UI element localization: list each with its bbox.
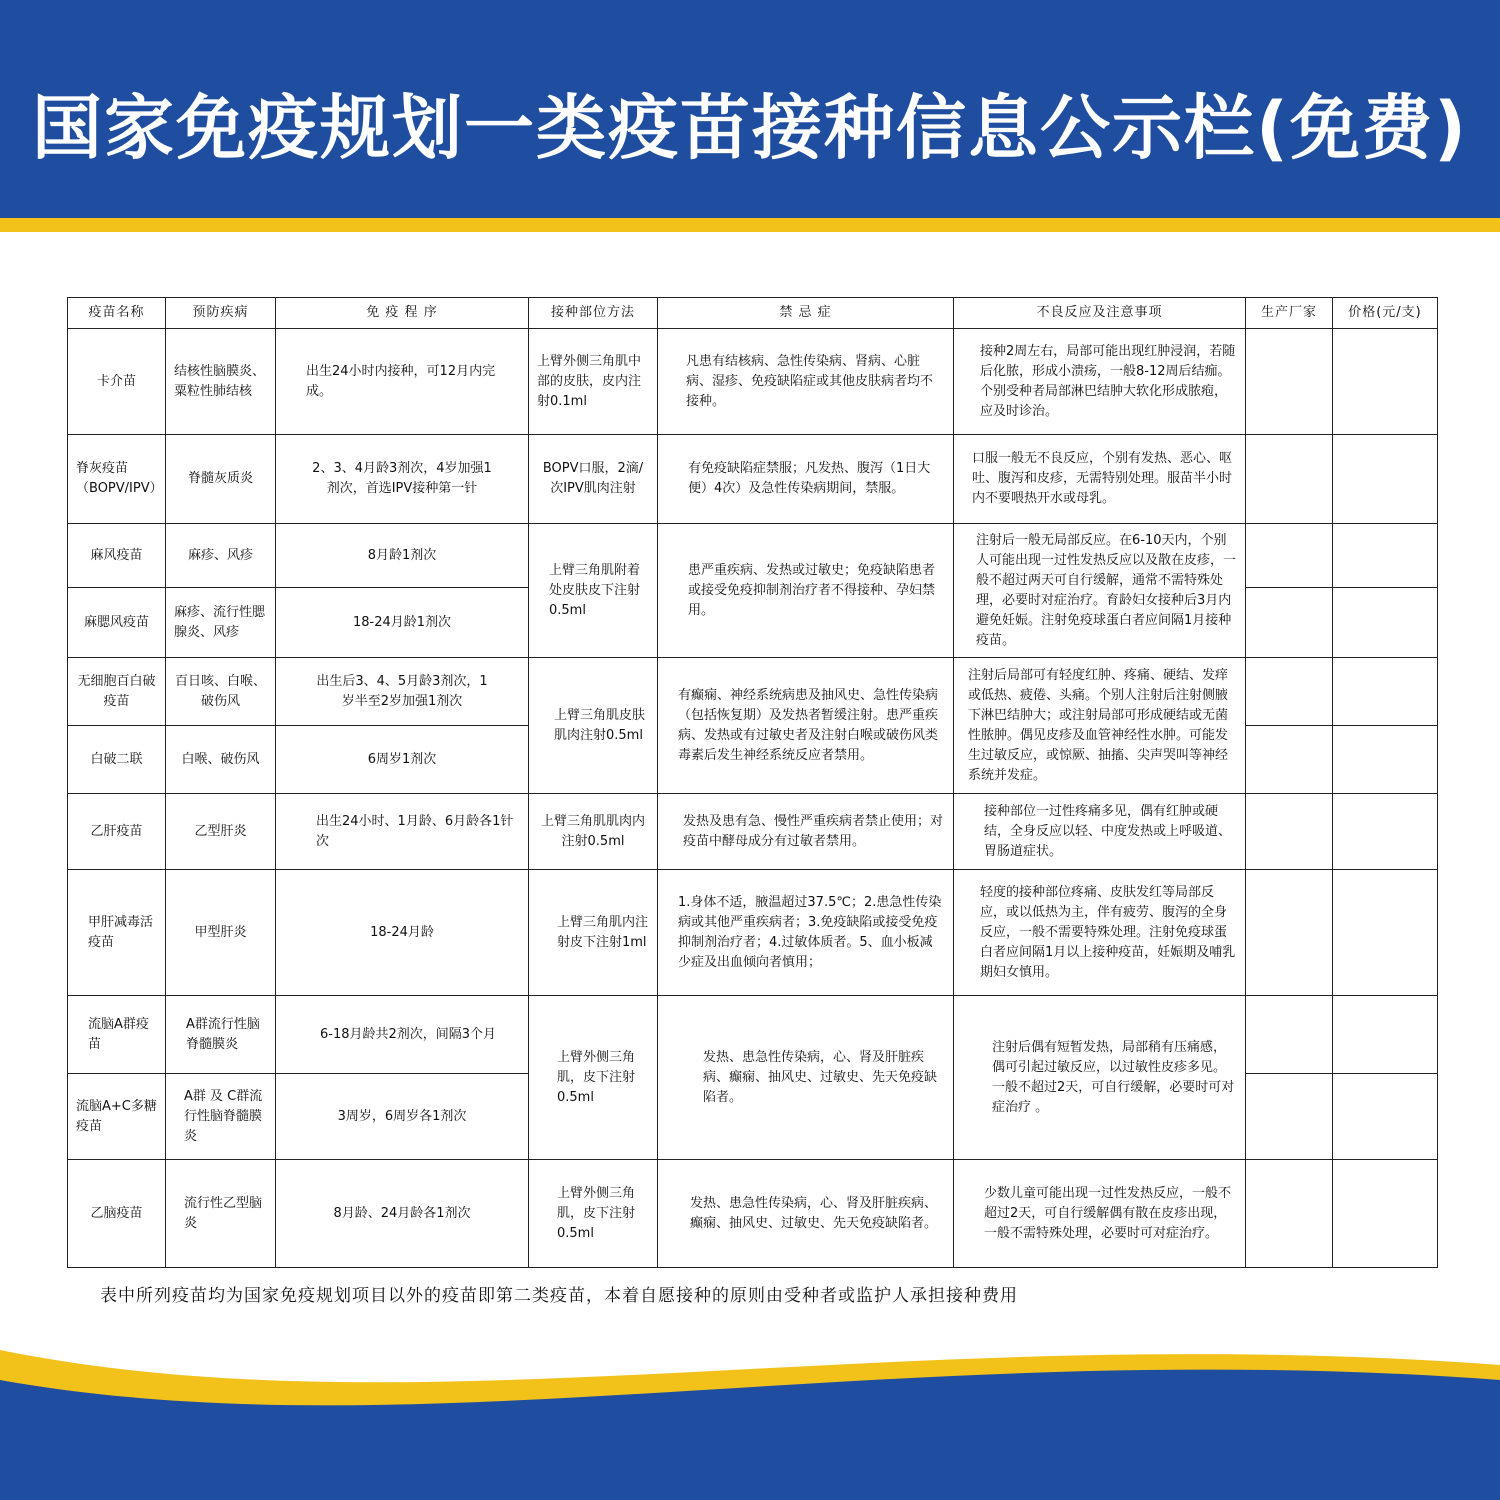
- schedule: 6-18月龄共2剂次，间隔3个月: [276, 996, 529, 1074]
- disease: 百日咳、白喉、破伤风: [166, 658, 276, 726]
- vaccine-name: 流脑A群疫苗: [68, 996, 166, 1074]
- page-title: 国家免疫规划一类疫苗接种信息公示栏(免费): [32, 87, 1468, 169]
- reaction: 少数儿童可能出现一过性发热反应，一般不超过2天，可自行缓解偶有散在皮疹出现，一般不需特殊处理，必要时可对症治疗。: [954, 1160, 1246, 1268]
- header-reaction: 不良反应及注意事项: [954, 298, 1246, 329]
- schedule: 18-24月龄1剂次: [276, 588, 529, 658]
- header-accent-stripe: [0, 218, 1500, 232]
- contraindication: 患严重疾病、发热或过敏史；免疫缺陷患者或接受免疫抑制剂治疗者不得接种、孕妇禁用。: [658, 524, 954, 658]
- method: 上臂三角肌皮肤肌肉注射0.5ml: [529, 658, 658, 794]
- disease: 流行性乙型脑炎: [166, 1160, 276, 1268]
- schedule: 3周岁，6周岁各1剂次: [276, 1074, 529, 1160]
- manufacturer-cell: [1246, 435, 1333, 524]
- disease: 乙型肝炎: [166, 794, 276, 870]
- reaction: 轻度的接种部位疼痛、皮肤发红等局部反应，或以低热为主，伴有疲劳、腹泻的全身反应，一般不需要特殊处理。注射免疫球蛋白者应间隔1月以上接种疫苗，妊娠期及哺乳期妇女慎用。: [954, 870, 1246, 996]
- disease: 脊髓灰质炎: [166, 435, 276, 524]
- vaccine-name: 乙肝疫苗: [68, 794, 166, 870]
- table-row: [68, 658, 1438, 726]
- table-row: [68, 435, 1438, 524]
- vaccine-name: 无细胞百白破疫苗: [68, 658, 166, 726]
- header-manufacturer: 生产厂家: [1246, 298, 1333, 329]
- table-row: [68, 996, 1438, 1074]
- header-disease: 预防疾病: [166, 298, 276, 329]
- method: 上臂三角肌内注射皮下注射1ml: [529, 870, 658, 996]
- contraindication: 发热、患急性传染病，心、肾及肝脏疾病、癫痫、抽风史、过敏史、先天免疫缺陷者。: [658, 996, 954, 1160]
- reaction: 注射后一般无局部反应。在6-10天内，个别人可能出现一过性发热反应以及散在皮疹，一般不超过两天可自行缓解，通常不需特殊处理，必要时对症治疗。育龄妇女接种后3月内避免妊娠。注射免疫球蛋白者应间隔1月接种疫苗。: [954, 524, 1246, 658]
- reaction: 接种部位一过性疼痛多见，偶有红肿或硬结，全身反应以轻、中度发热或上呼吸道、胃肠道症状。: [954, 794, 1246, 870]
- price-cell: [1333, 524, 1438, 588]
- method: 上臂三角肌肌肉内注射0.5ml: [529, 794, 658, 870]
- disease: A群 及 C群流行性脑脊髓膜炎: [166, 1074, 276, 1160]
- reaction: 注射后局部可有轻度红肿、疼痛、硬结、发痒或低热、疲倦、头痛。个别人注射后注射侧腋下淋巴结肿大；或注射局部可形成硬结或无菌性脓肿。偶见皮疹及血管神经性水肿。可能发生过敏反应，或惊厥、抽搐、尖声哭叫等神经系统并发症。: [954, 658, 1246, 794]
- price-cell: [1333, 996, 1438, 1074]
- vaccine-name: 白破二联: [68, 726, 166, 794]
- price-cell: [1333, 870, 1438, 996]
- method: 上臂三角肌附着处皮肤皮下注射0.5ml: [529, 524, 658, 658]
- manufacturer-cell: [1246, 996, 1333, 1074]
- disease: 麻疹、风疹: [166, 524, 276, 588]
- vaccine-name: 甲肝减毒活疫苗: [68, 870, 166, 996]
- bottom-wave-decoration: [0, 1330, 1500, 1500]
- reaction: 注射后偶有短暂发热，局部稍有压痛感，偶可引起过敏反应，以过敏性皮疹多见。一般不超过2天，可自行缓解，必要时可对症治疗 。: [954, 996, 1246, 1160]
- disease: 甲型肝炎: [166, 870, 276, 996]
- footnote: 表中所列疫苗均为国家免疫规划项目以外的疫苗即第二类疫苗，本着自愿接种的原则由受种者或监护人承担接种费用: [100, 1286, 1018, 1306]
- manufacturer-cell: [1246, 524, 1333, 588]
- schedule: 8月龄1剂次: [276, 524, 529, 588]
- header-schedule: 免 疫 程 序: [276, 298, 529, 329]
- manufacturer-cell: [1246, 794, 1333, 870]
- header-contraindication: 禁 忌 症: [658, 298, 954, 329]
- header-price: 价格(元/支): [1333, 298, 1438, 329]
- table-row: [68, 870, 1438, 996]
- method: 上臂外侧三角肌中部的皮肤，皮内注射0.1ml: [529, 329, 658, 435]
- vaccine-name: 卡介苗: [68, 329, 166, 435]
- table-row: [68, 794, 1438, 870]
- schedule: 出生后3、4、5月龄3剂次，1岁半至2岁加强1剂次: [276, 658, 529, 726]
- manufacturer-cell: [1246, 658, 1333, 726]
- disease: A群流行性脑脊髓膜炎: [166, 996, 276, 1074]
- contraindication: 发热、患急性传染病，心、肾及肝脏疾病、癫痫、抽风史、过敏史、先天免疫缺陷者。: [658, 1160, 954, 1268]
- price-cell: [1333, 588, 1438, 658]
- disease: 白喉、破伤风: [166, 726, 276, 794]
- contraindication: 有免疫缺陷症禁服；凡发热、腹泻（1日大便）4次）及急性传染病期间，禁服。: [658, 435, 954, 524]
- schedule: 2、3、4月龄3剂次，4岁加强1剂次，首选IPV接种第一针: [276, 435, 529, 524]
- header-vaccine-name: 疫苗名称: [68, 298, 166, 329]
- manufacturer-cell: [1246, 588, 1333, 658]
- price-cell: [1333, 435, 1438, 524]
- schedule: 18-24月龄: [276, 870, 529, 996]
- price-cell: [1333, 794, 1438, 870]
- price-cell: [1333, 726, 1438, 794]
- vaccine-table: [67, 297, 1438, 1268]
- header-method: 接种部位方法: [529, 298, 658, 329]
- manufacturer-cell: [1246, 870, 1333, 996]
- disease: 结核性脑膜炎、粟粒性肺结核: [166, 329, 276, 435]
- contraindication: 凡患有结核病、急性传染病、肾病、心脏病、湿疹、免疫缺陷症或其他皮肤病者均不接种。: [658, 329, 954, 435]
- vaccine-name: 麻腮风疫苗: [68, 588, 166, 658]
- table-row: [68, 524, 1438, 588]
- schedule: 出生24小时、1月龄、6月龄各1针次: [276, 794, 529, 870]
- reaction: 口服一般无不良反应，个别有发热、恶心、呕吐、腹泻和皮疹，无需特别处理。服苗半小时内不要喂热开水或母乳。: [954, 435, 1246, 524]
- schedule: 6周岁1剂次: [276, 726, 529, 794]
- contraindication: 1.身体不适，腋温超过37.5℃；2.患急性传染病或其他严重疾病者；3.免疫缺陷或接受免疫抑制剂治疗者；4.过敏体质者。5、血小板减少症及出血倾向者慎用；: [658, 870, 954, 996]
- table-header-row: [68, 298, 1438, 329]
- reaction: 接种2周左右，局部可能出现红肿浸润，若随后化脓，形成小溃疡，一般8-12周后结痂。个别受种者局部淋巴结肿大软化形成脓疱，应及时诊治。: [954, 329, 1246, 435]
- manufacturer-cell: [1246, 726, 1333, 794]
- vaccine-name: 乙脑疫苗: [68, 1160, 166, 1268]
- manufacturer-cell: [1246, 1160, 1333, 1268]
- method: BOPV口服，2滴/次IPV肌肉注射: [529, 435, 658, 524]
- disease: 麻疹、流行性腮腺炎、风疹: [166, 588, 276, 658]
- manufacturer-cell: [1246, 329, 1333, 435]
- price-cell: [1333, 658, 1438, 726]
- schedule: 出生24小时内接种，可12月内完成。: [276, 329, 529, 435]
- contraindication: 有癫痫、神经系统病患及抽风史、急性传染病（包括恢复期）及发热者暂缓注射。患严重疾病、发热或有过敏史者及注射白喉或破伤风类毒素后发生神经系统反应者禁用。: [658, 658, 954, 794]
- price-cell: [1333, 1074, 1438, 1160]
- table-row: [68, 1160, 1438, 1268]
- schedule: 8月龄、24月龄各1剂次: [276, 1160, 529, 1268]
- manufacturer-cell: [1246, 1074, 1333, 1160]
- vaccine-name: 麻风疫苗: [68, 524, 166, 588]
- vaccine-name: 流脑A+C多糖疫苗: [68, 1074, 166, 1160]
- vaccine-name: 脊灰疫苗（BOPV/IPV）: [68, 435, 166, 524]
- method: 上臂外侧三角肌，皮下注射0.5ml: [529, 996, 658, 1160]
- price-cell: [1333, 329, 1438, 435]
- contraindication: 发热及患有急、慢性严重疾病者禁止使用；对疫苗中酵母成分有过敏者禁用。: [658, 794, 954, 870]
- price-cell: [1333, 1160, 1438, 1268]
- table-row: [68, 329, 1438, 435]
- method: 上臂外侧三角肌，皮下注射0.5ml: [529, 1160, 658, 1268]
